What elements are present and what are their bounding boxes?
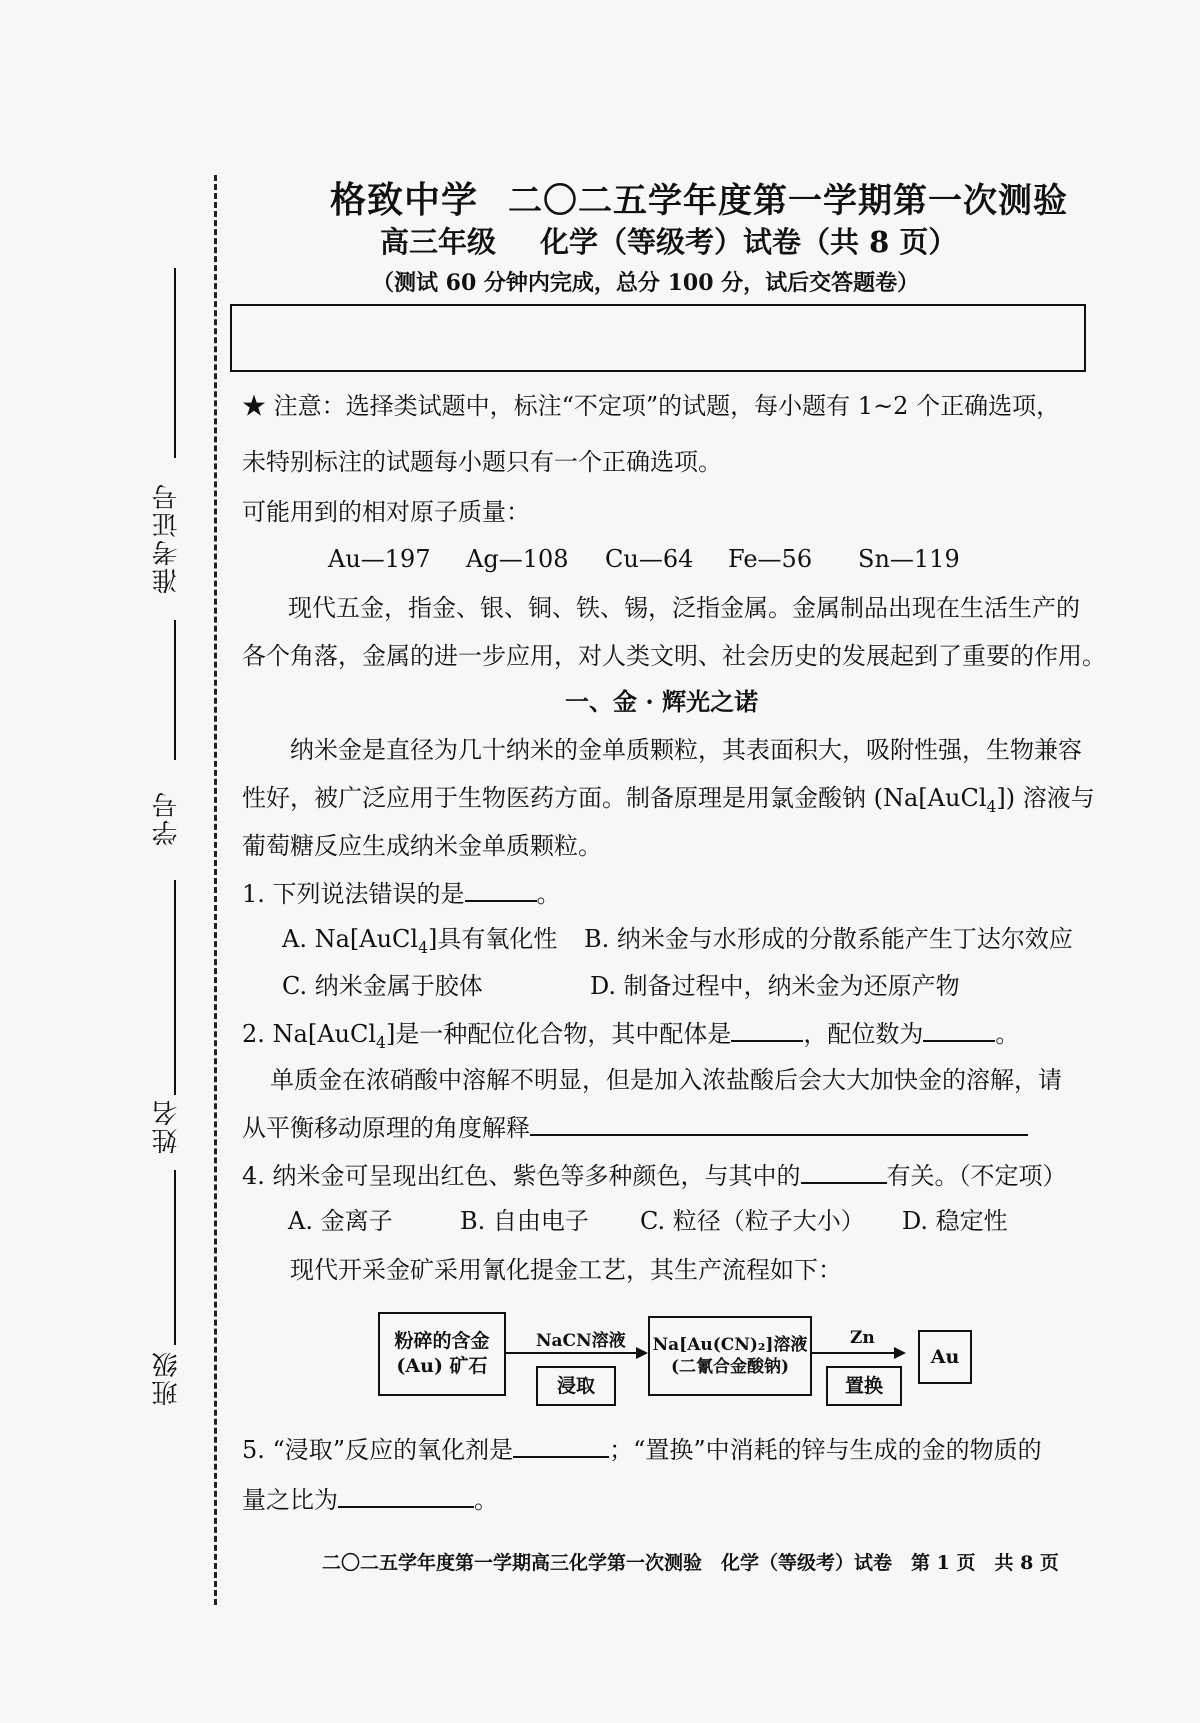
section-para-1: 纳米金是直径为几十纳米的金单质颗粒，其表面积大，吸附性强，生物兼容: [290, 736, 1082, 764]
page-footer: 二〇二五学年度第一学期高三化学第一次测验 化学（等级考）试卷 第 1 页 共 8 页: [322, 1552, 1059, 1574]
exam-subtitle: [380, 220, 957, 261]
answer-blank-oxidant[interactable]: [513, 1434, 609, 1458]
student-no-label: 学号: [152, 790, 182, 846]
question-5-line-1: 5. “浸取”反应的氧化剂是 ；“置换”中消耗的锌与生成的金的物质的: [242, 1436, 1042, 1464]
atomic-mass-cu: Cu—64: [605, 545, 694, 573]
arrow-1: [506, 1352, 638, 1354]
arrow-1-head: [636, 1347, 648, 1359]
answer-blank-ratio[interactable]: [338, 1484, 474, 1508]
info-box: [230, 304, 1086, 372]
arrow-2: [812, 1352, 896, 1354]
answer-blank-ligand[interactable]: [731, 1018, 803, 1042]
atomic-mass-au: Au—197: [328, 545, 431, 573]
notice-line-1: ★ 注意：选择类试题中，标注“不定项”的试题，每小题有 1~2 个正确选项，: [242, 392, 1061, 420]
school-name: 格致中学: [330, 179, 479, 221]
answer-blank-3[interactable]: [530, 1112, 1028, 1136]
process-intro: 现代开采金矿采用氰化提金工艺，其生产流程如下：: [290, 1256, 842, 1284]
answer-blank-1[interactable]: [465, 878, 537, 902]
atomic-mass-fe: Fe—56: [728, 545, 813, 573]
question-5-line-2: 量之比为 。: [242, 1486, 498, 1514]
question-1-option-a: A. Na[AuCl$_4$]具有氧化性: [282, 925, 558, 957]
question-1-option-d: D. 制备过程中，纳米金为还原产物: [590, 972, 960, 1000]
reagent-zn: Zn: [850, 1328, 875, 1348]
complex-solution-box: Na[Au(CN)₂]溶液 (二氰合金酸钠): [648, 1316, 812, 1396]
question-4-option-c: C. 粒径（粒子大小）: [640, 1207, 865, 1235]
student-no-line: [174, 620, 176, 760]
answer-blank-coordination-number[interactable]: [923, 1018, 995, 1042]
exam-instructions: （测试 60 分钟内完成，总分 100 分，试后交答题卷）: [372, 270, 920, 296]
atomic-mass-title: 可能用到的相对原子质量：: [242, 498, 530, 526]
question-1-stem: 1. 下列说法错误的是 。: [242, 880, 561, 908]
leaching-step-box: 浸取: [536, 1366, 616, 1406]
ore-box: 粉碎的含金 (Au) 矿石: [378, 1312, 506, 1396]
subject-label: 化学（等级考）试卷（共 8 页）: [540, 225, 958, 259]
class-line: [174, 1170, 176, 1345]
gold-product-box: Au: [918, 1330, 972, 1384]
replacement-step-box: 置换: [826, 1366, 902, 1406]
atomic-mass-ag: Ag—108: [466, 545, 569, 573]
atomic-mass-sn: Sn—119: [858, 545, 960, 573]
intro-line-2: 各个角落，金属的进一步应用，对人类文明、社会历史的发展起到了重要的作用。: [242, 642, 1106, 670]
binding-dashed-line: [214, 175, 217, 1605]
question-4-option-d: D. 稳定性: [902, 1207, 1008, 1235]
answer-blank-4[interactable]: [801, 1160, 887, 1184]
question-1-option-b: B. 纳米金与水形成的分散系能产生丁达尔效应: [584, 925, 1073, 953]
section-para-3: 葡萄糖反应生成纳米金单质颗粒。: [242, 832, 602, 860]
reagent-nacn: NaCN溶液: [536, 1331, 626, 1351]
name-line: [174, 880, 176, 1095]
question-3-line-1: 单质金在浓硝酸中溶解不明显，但是加入浓盐酸后会大大加快金的溶解，请: [270, 1066, 1062, 1094]
notice-line-2: 未特别标注的试题每小题只有一个正确选项。: [242, 448, 722, 476]
intro-line-1: 现代五金，指金、银、铜、铁、锡，泛指金属。金属制品出现在生活生产的: [288, 594, 1080, 622]
section-para-2: 性好，被广泛应用于生物医药方面。制备原理是用氯金酸钠 (Na[AuCl$_4$]) 溶液与: [242, 784, 1095, 816]
arrow-2-head: [894, 1347, 906, 1359]
name-label: 姓名: [152, 1098, 182, 1154]
question-2: 2. Na[AuCl$_4$]是一种配位化合物，其中配体是 ，配位数为 。: [242, 1020, 1020, 1052]
question-4-stem: 4. 纳米金可呈现出红色、紫色等多种颜色，与其中的 有关。（不定项）: [242, 1162, 1067, 1190]
question-4-option-a: A. 金离子: [288, 1207, 393, 1235]
exam-title: [330, 172, 1068, 223]
class-label: 班级: [152, 1350, 182, 1406]
grade-label: 高三年级: [380, 225, 497, 259]
exam-id-label: 准考证号: [152, 482, 182, 594]
question-4-option-b: B. 自由电子: [460, 1207, 589, 1235]
exam-name: 二〇二五学年度第一学期第一次测验: [508, 181, 1069, 221]
question-1-option-c: C. 纳米金属于胶体: [282, 972, 483, 1000]
exam-id-line: [174, 268, 176, 458]
question-3-line-2: 从平衡移动原理的角度解释: [242, 1112, 1028, 1143]
section-title: 一、金 · 辉光之诺: [565, 687, 759, 716]
